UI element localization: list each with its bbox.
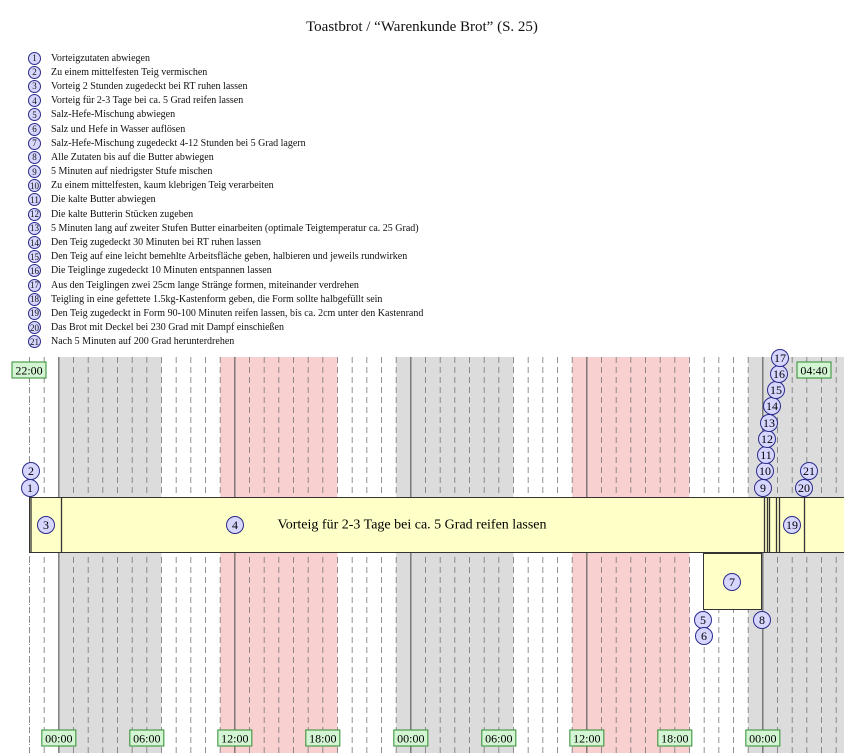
step-number-badge: 15 — [30, 251, 39, 262]
step-number-badge: 20 — [30, 322, 39, 333]
tick-label — [658, 730, 692, 746]
step-number-badge: 17 — [30, 280, 39, 291]
step-number-badge: 8 — [28, 151, 41, 164]
step-marker-11 — [758, 447, 775, 464]
step-marker-number: 19 — [786, 518, 798, 532]
time-label-text: 22:00 — [15, 363, 43, 378]
end-time-label — [797, 362, 831, 378]
tick-label — [218, 730, 252, 746]
step-number-badge: 21 — [30, 336, 39, 347]
step-number-badge: 4 — [28, 94, 41, 107]
step-number-badge: 1 — [28, 52, 41, 65]
step-marker-8 — [754, 612, 771, 629]
tick-label — [130, 730, 164, 746]
step-number-badge: 12 — [30, 209, 39, 220]
step-marker-12 — [759, 431, 776, 448]
step-text: Salz-Hefe-Mischung abwiegen — [51, 109, 176, 121]
step-text: Teigling in eine gefettete 1.5kg-Kastenform geben, die Form sollte halbgefüllt sein — [51, 293, 383, 305]
step-marker-number: 20 — [798, 481, 810, 495]
time-label-text: 04:40 — [800, 363, 828, 378]
step-number-badge: 13 — [30, 223, 39, 234]
step-marker-number: 5 — [700, 613, 706, 627]
step-number-badge: 2 — [28, 66, 41, 79]
step-marker-16 — [771, 366, 788, 383]
step-marker-17 — [772, 350, 789, 367]
step-text: Die Teiglinge zugedeckt 10 Minuten entspannen lassen — [51, 265, 272, 277]
step-text: Den Teig zugedeckt 30 Minuten bei RT ruhen lassen — [51, 237, 261, 249]
step-text: Zu einem mittelfesten, kaum klebrigen Teig verarbeiten — [51, 180, 274, 192]
step-number-badge: 16 — [30, 265, 39, 276]
step-marker-number: 9 — [760, 481, 766, 495]
step-number-badge: 11 — [28, 193, 41, 206]
step-marker-number: 16 — [773, 367, 785, 381]
time-label-text: 12:00 — [573, 731, 601, 746]
step-number-badge: 19 — [30, 308, 39, 319]
step-marker-20 — [796, 480, 813, 497]
step-marker-15 — [768, 382, 785, 399]
step-marker-number: 10 — [759, 464, 771, 478]
step-marker-13 — [761, 415, 778, 432]
step-marker-number: 12 — [761, 432, 773, 446]
time-band — [59, 357, 162, 753]
step-marker-19 — [784, 517, 801, 534]
time-label-text: 06:00 — [485, 731, 513, 746]
step-marker-number: 13 — [763, 416, 775, 430]
time-label-text: 00:00 — [45, 731, 73, 746]
step-text: Salz-Hefe-Mischung zugedeckt 4-12 Stunden bei 5 Grad lagern — [51, 137, 306, 149]
step-marker-number: 4 — [232, 518, 238, 532]
step-marker-10 — [757, 463, 774, 480]
tick-label — [570, 730, 604, 746]
time-label-text: 18:00 — [661, 731, 689, 746]
step-text: Zu einem mittelfesten Teig vermischen — [51, 66, 208, 78]
tick-label — [482, 730, 516, 746]
step-marker-number: 1 — [27, 481, 33, 495]
step-marker-7 — [724, 574, 741, 591]
time-band — [396, 357, 513, 753]
step-marker-number: 14 — [766, 399, 778, 413]
step-number-badge: 14 — [30, 237, 39, 248]
step-marker-number: 3 — [43, 518, 49, 532]
tick-label — [42, 730, 76, 746]
step-marker-21 — [801, 463, 818, 480]
step-marker-3 — [38, 517, 55, 534]
step-text: Alle Zutaten bis auf die Butter abwiegen — [51, 151, 214, 163]
step-text: Vorteig für 2-3 Tage bei ca. 5 Grad reifen lassen — [51, 95, 244, 107]
step-text: Den Teig auf eine leicht bemehlte Arbeitsfläche geben, halbieren und jeweils rundwirken — [51, 251, 408, 263]
diagram-title: Toastbrot / “Warenkunde Brot” (S. 25) — [306, 19, 538, 35]
time-label-text: 06:00 — [133, 731, 161, 746]
step-marker-number: 2 — [28, 464, 34, 478]
step-marker-number: 8 — [759, 613, 765, 627]
step-text: Die kalte Butter abwiegen — [51, 194, 156, 206]
time-label-text: 12:00 — [221, 731, 249, 746]
step-text: Vorteig 2 Stunden zugedeckt bei RT ruhen lassen — [51, 80, 248, 92]
step-text: Aus den Teiglingen zwei 25cm lange Stränge formen, miteinander verdrehen — [51, 279, 359, 291]
step-number-badge: 9 — [28, 165, 41, 178]
step-number-badge: 10 — [30, 180, 39, 191]
step-marker-number: 7 — [729, 575, 735, 589]
step-marker-number: 17 — [774, 351, 786, 365]
time-band — [572, 357, 689, 753]
main-bar-label: Vorteig für 2-3 Tage bei ca. 5 Grad reifen lassen — [277, 517, 547, 533]
step-text: Die kalte Butterin Stücken zugeben — [51, 208, 194, 220]
step-number-badge: 18 — [30, 294, 39, 305]
tick-label — [394, 730, 428, 746]
time-label-text: 00:00 — [749, 731, 777, 746]
time-band — [220, 357, 337, 753]
step-number-badge: 7 — [28, 137, 41, 150]
tick-label — [746, 730, 780, 746]
step-number-badge: 3 — [28, 80, 41, 93]
step-marker-9 — [755, 480, 772, 497]
step-text: Den Teig zugedeckt in Form 90-100 Minuten reifen lassen, bis ca. 2cm unter den Kastenrand — [51, 307, 424, 319]
step-number-badge: 6 — [28, 123, 41, 136]
step-marker-14 — [764, 398, 781, 415]
step-text: 5 Minuten auf niedrigster Stufe mischen — [51, 166, 213, 178]
step-text: Vorteigzutaten abwiegen — [51, 52, 150, 64]
step-text: 5 Minuten lang auf zweiter Stufen Butter einarbeiten (optimale Teigtemperatur ca. 25 Grad) — [51, 222, 419, 234]
step-marker-number: 15 — [770, 383, 782, 397]
step-marker-number: 11 — [760, 448, 772, 462]
step-text: Salz und Hefe in Wasser auflösen — [51, 123, 186, 135]
step-marker-6 — [696, 628, 713, 645]
start-time-label — [12, 362, 46, 378]
step-marker-4 — [227, 517, 244, 534]
step-text: Nach 5 Minuten auf 200 Grad herunterdrehen — [51, 336, 235, 348]
step-marker-number: 6 — [701, 629, 707, 643]
step-text: Das Brot mit Deckel bei 230 Grad mit Dampf einschießen — [51, 322, 284, 334]
step-marker-2 — [23, 463, 40, 480]
step-marker-1 — [22, 480, 39, 497]
tick-label — [306, 730, 340, 746]
step-marker-5 — [695, 612, 712, 629]
step-number-badge: 5 — [28, 108, 41, 121]
time-label-text: 00:00 — [397, 731, 425, 746]
time-label-text: 18:00 — [309, 731, 337, 746]
step-marker-number: 21 — [803, 464, 815, 478]
